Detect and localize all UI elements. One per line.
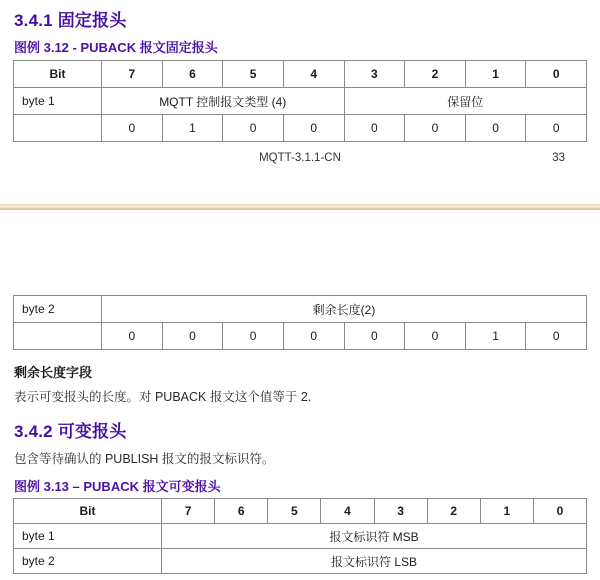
empty-label-cell (14, 115, 102, 142)
reserved-bits-cell: 保留位 (344, 88, 587, 115)
bit-value-cell: 0 (465, 115, 526, 142)
bit-header-6: 6 (162, 61, 223, 88)
bit-header-2: 2 (427, 499, 480, 524)
bit-value-cell: 0 (405, 323, 466, 350)
bit-value-cell: 0 (344, 115, 405, 142)
variable-header-description: 包含等待确认的 PUBLISH 报文的报文标识符。 (14, 452, 275, 466)
section-heading-3-4-1: 3.4.1 固定报头 (14, 11, 127, 30)
bit-value-cell: 0 (526, 115, 587, 142)
byte2-description-row (14, 296, 587, 323)
byte1-label: byte 1 (14, 524, 162, 549)
bit-header-3: 3 (344, 61, 405, 88)
bit-header-6: 6 (215, 499, 268, 524)
bit-value-cell: 0 (223, 115, 284, 142)
bit-header-0: 0 (533, 499, 586, 524)
packet-identifier-msb-row (14, 524, 587, 549)
figure-label-3-12: 图例 3.12 - PUBACK 报文固定报头 (14, 40, 218, 55)
bit-value-cell: 0 (102, 323, 163, 350)
bit-value-cell: 0 (344, 323, 405, 350)
bit-value-cell: 0 (526, 323, 587, 350)
bit-value-cell: 0 (405, 115, 466, 142)
table-header-row (14, 499, 587, 524)
page-break-divider (0, 204, 600, 210)
bit-header-4: 4 (283, 61, 344, 88)
packet-identifier-lsb-cell: 报文标识符 LSB (162, 549, 587, 574)
bit-value-cell: 0 (162, 323, 223, 350)
bit-header-5: 5 (268, 499, 321, 524)
bit-header-4: 4 (321, 499, 374, 524)
section-heading-3-4-2: 3.4.2 可变报头 (14, 422, 127, 441)
packet-identifier-msb-cell: 报文标识符 MSB (162, 524, 587, 549)
bit-header-3: 3 (374, 499, 427, 524)
byte2-label: byte 2 (14, 549, 162, 574)
byte1-description-row (14, 88, 587, 115)
bit-header-1: 1 (480, 499, 533, 524)
byte2-label: byte 2 (14, 296, 102, 323)
table-header-row (14, 61, 587, 88)
bit-header-2: 2 (405, 61, 466, 88)
bit-header-0: 0 (526, 61, 587, 88)
byte2-bit-values-row (14, 323, 587, 350)
byte1-label: byte 1 (14, 88, 102, 115)
footer-doc-id: MQTT-3.1.1-CN (259, 152, 341, 164)
puback-fixed-header-table (13, 60, 587, 142)
remaining-length-table (13, 295, 587, 350)
page-footer (13, 152, 587, 164)
bit-header-5: 5 (223, 61, 284, 88)
bit-value-cell: 0 (102, 115, 163, 142)
remaining-length-cell: 剩余长度(2) (102, 296, 587, 323)
bit-value-cell: 1 (162, 115, 223, 142)
bit-value-cell: 0 (223, 323, 284, 350)
bit-value-cell: 0 (283, 115, 344, 142)
control-packet-type-cell: MQTT 控制报文类型 (4) (102, 88, 345, 115)
packet-identifier-lsb-row (14, 549, 587, 574)
bit-header-7: 7 (162, 499, 215, 524)
bit-header-7: 7 (102, 61, 163, 88)
byte1-bit-values-row (14, 115, 587, 142)
bit-column-header: Bit (14, 61, 102, 88)
empty-label-cell (14, 323, 102, 350)
bit-header-1: 1 (465, 61, 526, 88)
remaining-length-field-heading: 剩余长度字段 (14, 365, 93, 380)
footer-page-number: 33 (552, 152, 565, 164)
bit-value-cell: 1 (465, 323, 526, 350)
figure-label-3-13: 图例 3.13 – PUBACK 报文可变报头 (14, 479, 221, 494)
bit-value-cell: 0 (283, 323, 344, 350)
puback-variable-header-table (13, 498, 587, 574)
bit-column-header: Bit (14, 499, 162, 524)
remaining-length-description: 表示可变报头的长度。对 PUBACK 报文这个值等于 2. (14, 390, 312, 404)
